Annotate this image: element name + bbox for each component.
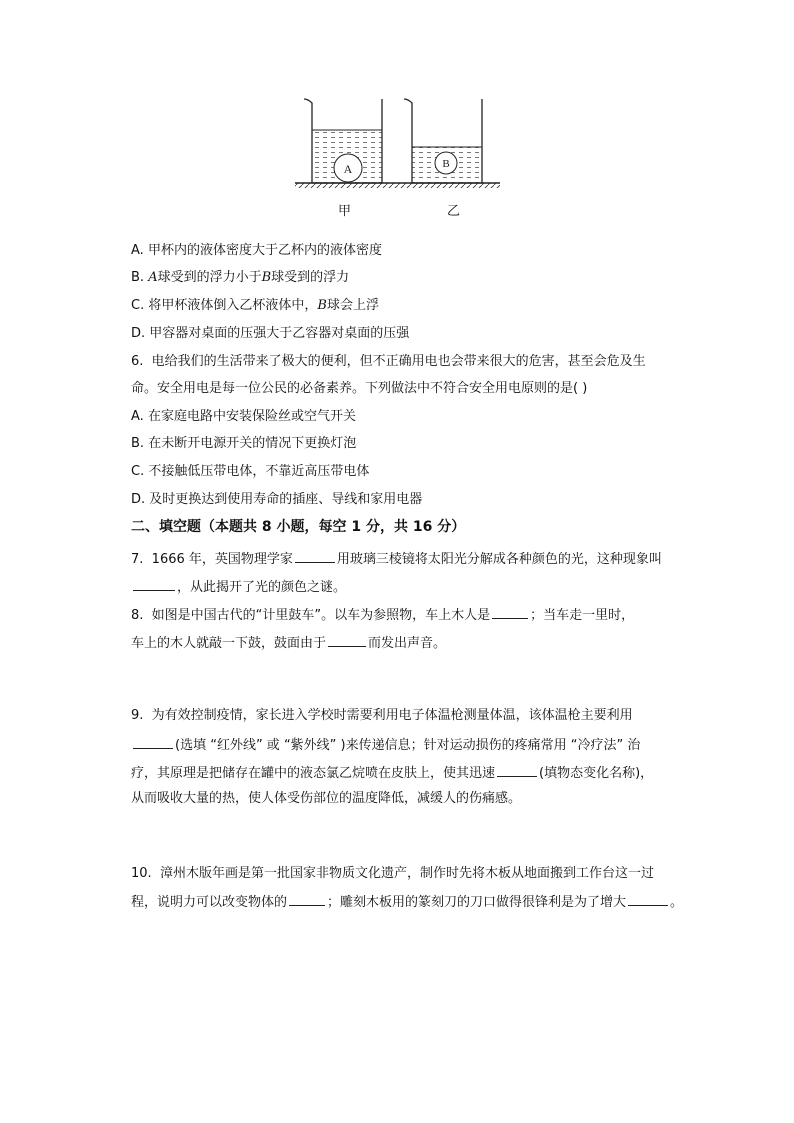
q9-blank-2[interactable] [497,762,537,777]
q10-blank-2[interactable] [628,891,668,906]
q5-option-c: C. 将甲杯液体倒入乙杯液体中，B球会上浮 [131,298,379,313]
caption-yi: 乙 [447,204,461,219]
q9-line2: (选填 “红外线” 或 “紫外线” )来传递信息；针对运动损伤的疼痛常用 “冷疗法” 治 [131,734,640,756]
q6-line1: 6. 电给我们的生活带来了极大的便利，但不正确用电也会带来很大的危害，甚至会危及生 [131,354,646,369]
ball-a-label: A [343,162,353,176]
q8-number: 8. [131,608,144,623]
q10-line1: 10. 漳州木版年画是第一批国家非物质文化遗产，制作时先将木板从地面搬到工作台这一过 [131,866,654,881]
q6-option-c: C. 不接触低压带电体，不靠近高压带电体 [131,464,370,479]
q9-blank-1[interactable] [133,734,173,749]
q5-option-d: D. 甲容器对桌面的压强大于乙容器对桌面的压强 [131,326,410,341]
q9-line1: 9. 为有效控制疫情，家长进入学校时需要利用电子体温枪测量体温，该体温枪主要利用 [131,708,633,723]
q10-blank-1[interactable] [289,891,325,906]
q6-option-b: B. 在未断开电源开关的情况下更换灯泡 [131,436,357,451]
q9-line3: 疗，其原理是把储存在罐中的液态氯乙烷喷在皮肤上，使其迅速 (填物态变化名称)， [131,762,653,784]
q6-option-d: D. 及时更换达到使用寿命的插座、导线和家用电器 [131,492,423,507]
q6-number: 6. [131,354,144,369]
section-title-fill-blank: 二、填空题（本题共 8 小题，每空 1 分，共 16 分） [131,519,466,535]
q5-option-b: B. A球受到的浮力小于B球受到的浮力 [131,270,350,285]
beaker-yi [404,99,482,183]
q7-number: 7. [131,552,144,567]
q7-blank-2[interactable] [133,576,175,591]
q6-option-a: A. 在家庭电路中安装保险丝或空气开关 [131,409,356,424]
q7-line2: ，从此揭开了光的颜色之谜。 [131,576,346,598]
ball-b-label: B [442,158,450,170]
beakers-diagram [290,95,510,195]
q6-line2: 命。安全用电是每一位公民的必备素养。下列做法中不符合安全用电原则的是( ) [131,381,588,396]
q8-blank-2[interactable] [328,632,366,647]
q9-number: 9. [131,708,144,723]
q9-line4: 从而吸收大量的热，使人体受伤部位的温度降低，减缓人的伤痛感。 [131,791,522,806]
q10-line2: 程，说明力可以改变物体的 ；雕刻木板用的篆刻刀的刀口做得很锋利是为了增大 。 [131,891,683,913]
q7-line1: 7. 1666 年，英国物理学家 用玻璃三棱镜将太阳光分解成各种颜色的光，这种现象叫 [131,548,662,570]
q8-line2: 车上的木人就敲一下鼓，鼓面由于 而发出声音。 [131,632,446,654]
q8-line1: 8. 如图是中国古代的“计里鼓车”。以车为参照物，车上木人是 ；当车走一里时， [131,604,634,626]
q10-number: 10. [131,866,152,881]
q5-option-a: A. 甲杯内的液体密度大于乙杯内的液体密度 [131,243,382,258]
q7-blank-1[interactable] [295,548,335,563]
beakers-figure [290,95,510,199]
caption-jia: 甲 [338,204,352,219]
beaker-jia [304,99,382,183]
q8-blank-1[interactable] [492,604,528,619]
